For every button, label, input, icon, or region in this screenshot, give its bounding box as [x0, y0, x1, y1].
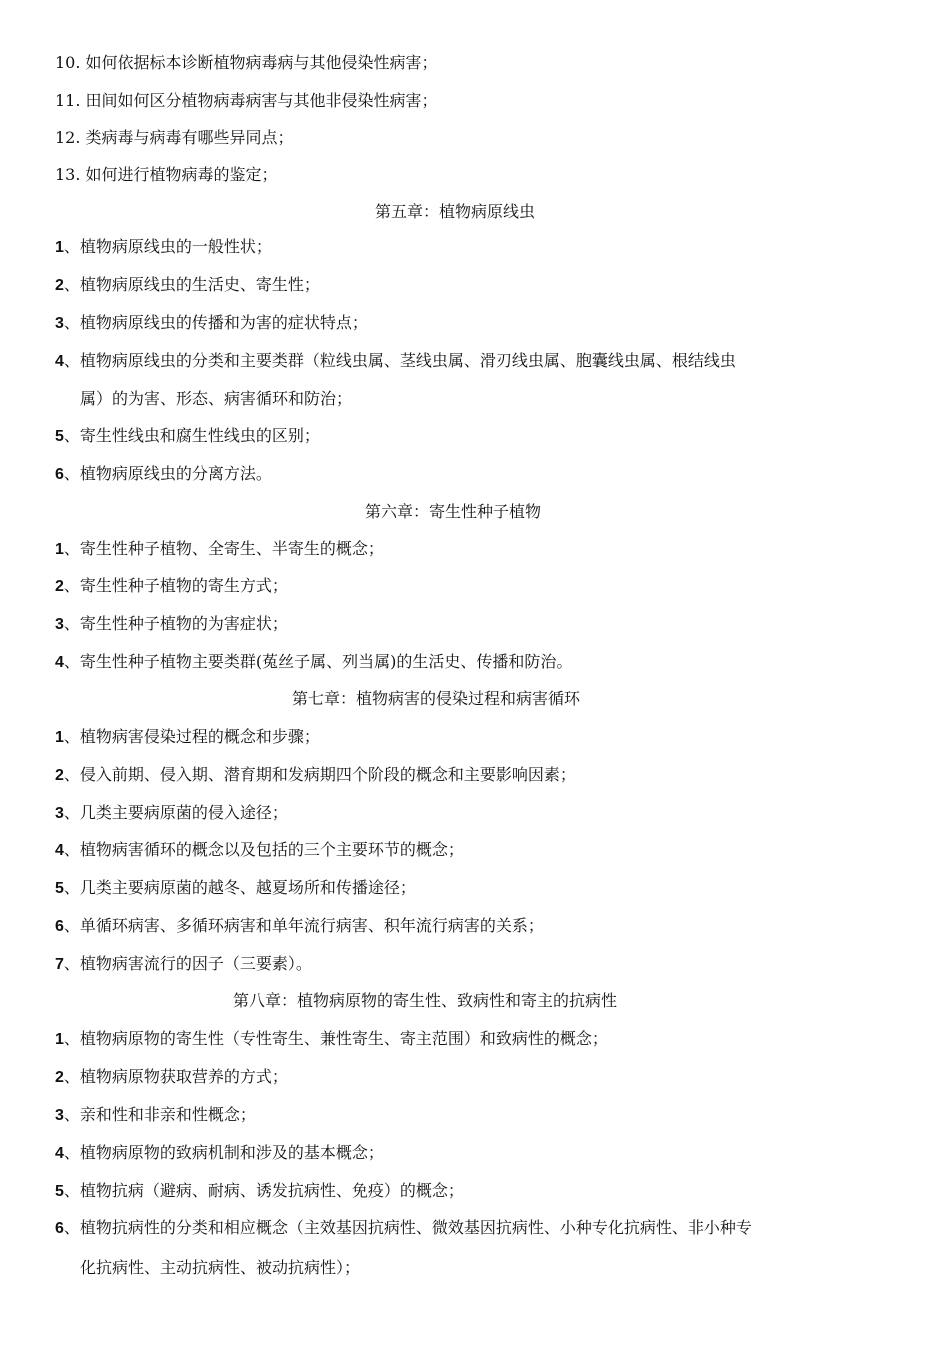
list-item: 5、植物抗病（避病、耐病、诱发抗病性、免疫）的概念；: [55, 1181, 464, 1200]
list-item: 4、植物病原线虫的分类和主要类群（粒线虫属、茎线虫属、滑刃线虫属、胞囊线虫属、根结线虫: [55, 351, 736, 370]
item-text: 类病毒与病毒有哪些异同点；: [85, 128, 294, 147]
list-item: 7、植物病害流行的因子（三要素）。: [55, 954, 312, 973]
list-item: 2、植物病原线虫的生活史、寄生性；: [55, 275, 320, 294]
list-item: 6、植物抗病性的分类和相应概念（主效基因抗病性、微效基因抗病性、小种专化抗病性、非小种专: [55, 1218, 752, 1237]
list-item: 3、亲和性和非亲和性概念；: [55, 1105, 256, 1124]
chapter-6-title: 第六章：寄生性种子植物: [365, 502, 542, 521]
list-item: 5、几类主要病原菌的越冬、越夏场所和传播途径；: [55, 878, 416, 897]
list-item: 4、植物病害循环的概念以及包括的三个主要环节的概念；: [55, 840, 464, 859]
item-number: 11.: [55, 91, 81, 110]
list-item: 6、植物病原线虫的分离方法。: [55, 464, 272, 483]
list-item: 5、寄生性线虫和腐生性线虫的区别；: [55, 426, 320, 445]
list-item: 1、植物病害侵染过程的概念和步骤；: [55, 727, 320, 746]
item-text: 如何进行植物病毒的鉴定；: [85, 165, 278, 184]
item-text: 田间如何区分植物病毒病害与其他非侵染性病害；: [85, 91, 438, 110]
list-item: 2、植物病原物获取营养的方式；: [55, 1067, 288, 1086]
list-item: [55, 53, 438, 73]
item-number: 10.: [55, 53, 81, 72]
chapter-7-title: 第七章：植物病害的侵染过程和病害循环: [292, 689, 581, 708]
list-item-continuation: 化抗病性、主动抗病性、被动抗病性）；: [80, 1258, 361, 1277]
list-item: 3、几类主要病原菌的侵入途径；: [55, 803, 288, 822]
list-item: 2、侵入前期、侵入期、潜育期和发病期四个阶段的概念和主要影响因素；: [55, 765, 576, 784]
list-item-continuation: 属）的为害、形态、病害循环和防治；: [80, 389, 353, 408]
list-item: 1、植物病原线虫的一般性状；: [55, 237, 272, 256]
list-item: [55, 128, 294, 148]
item-number: 13.: [55, 165, 81, 184]
list-item: 1、寄生性种子植物、全寄生、半寄生的概念；: [55, 539, 384, 558]
item-number: 12.: [55, 128, 81, 147]
item-text: 如何依据标本诊断植物病毒病与其他侵染性病害；: [85, 53, 438, 72]
chapter-8-title: 第八章：植物病原物的寄生性、致病性和寄主的抗病性: [233, 991, 618, 1010]
list-item: [55, 91, 438, 111]
list-item: 3、寄生性种子植物的为害症状；: [55, 614, 288, 633]
list-item: 2、寄生性种子植物的寄生方式；: [55, 576, 288, 595]
list-item: 4、植物病原物的致病机制和涉及的基本概念；: [55, 1143, 384, 1162]
list-item: 6、单循环病害、多循环病害和单年流行病害、积年流行病害的关系；: [55, 916, 544, 935]
list-item: 1、植物病原物的寄生性（专性寄生、兼性寄生、寄主范围）和致病性的概念；: [55, 1029, 608, 1048]
list-item: 4、寄生性种子植物主要类群(菟丝子属、列当属)的生活史、传播和防治。: [55, 652, 573, 671]
list-item: [55, 165, 278, 185]
list-item: 3、植物病原线虫的传播和为害的症状特点；: [55, 313, 368, 332]
chapter-5-title: 第五章：植物病原线虫: [375, 202, 536, 221]
